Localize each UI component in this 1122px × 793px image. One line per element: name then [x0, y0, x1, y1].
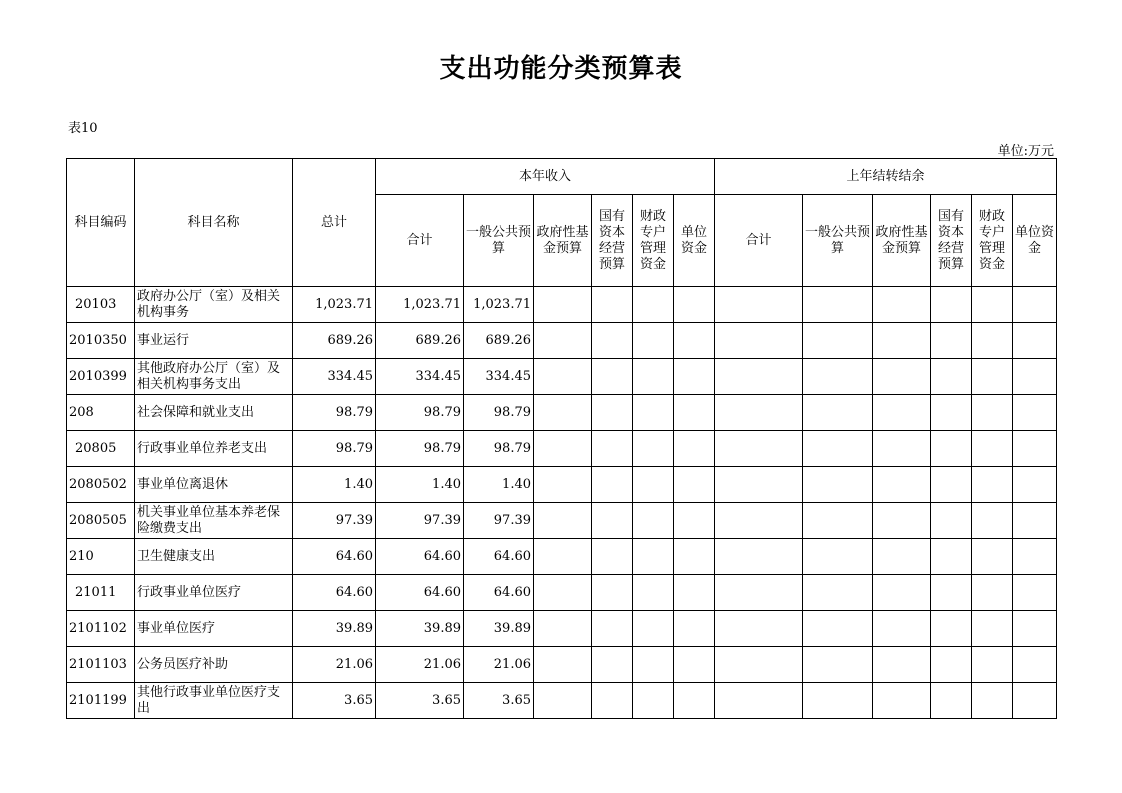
header-carryover-state-capital: 国有资本经营预算 [931, 195, 972, 287]
header-carryover-general: 一般公共预算 [803, 195, 873, 287]
empty-cell [803, 359, 873, 395]
empty-cell [534, 539, 592, 575]
empty-cell [534, 575, 592, 611]
table-row [67, 467, 1057, 503]
empty-cell [931, 431, 972, 467]
empty-cell [633, 395, 674, 431]
table-number: 表10 [68, 121, 98, 136]
row-name: 行政事业单位养老支出 [135, 431, 293, 467]
empty-cell [803, 647, 873, 683]
empty-cell [972, 647, 1013, 683]
empty-cell [873, 611, 931, 647]
table-row [67, 503, 1057, 539]
header-carryover: 上年结转结余 [715, 159, 1057, 195]
row-general: 689.26 [464, 323, 534, 359]
empty-cell [803, 395, 873, 431]
table-body [67, 287, 1057, 719]
empty-cell [931, 503, 972, 539]
empty-cell [931, 575, 972, 611]
empty-cell [633, 539, 674, 575]
empty-cell [715, 395, 803, 431]
row-sum: 1.40 [376, 467, 464, 503]
empty-cell [873, 647, 931, 683]
empty-cell [592, 503, 633, 539]
empty-cell [972, 467, 1013, 503]
row-total: 64.60 [293, 539, 376, 575]
empty-cell [873, 395, 931, 431]
empty-cell [972, 431, 1013, 467]
empty-cell [674, 467, 715, 503]
table-row [67, 359, 1057, 395]
header-code: 科目编码 [67, 159, 135, 287]
row-sum: 64.60 [376, 575, 464, 611]
table-row [67, 395, 1057, 431]
empty-cell [534, 611, 592, 647]
empty-cell [633, 287, 674, 323]
empty-cell [972, 539, 1013, 575]
empty-cell [873, 575, 931, 611]
empty-cell [674, 611, 715, 647]
empty-cell [972, 683, 1013, 719]
empty-cell [633, 431, 674, 467]
header-current-year: 本年收入 [376, 159, 715, 195]
header-total: 总计 [293, 159, 376, 287]
empty-cell [803, 611, 873, 647]
empty-cell [674, 539, 715, 575]
empty-cell [674, 431, 715, 467]
empty-cell [803, 503, 873, 539]
header-carryover-sum: 合计 [715, 195, 803, 287]
empty-cell [674, 323, 715, 359]
empty-cell [1013, 683, 1057, 719]
empty-cell [1013, 431, 1057, 467]
empty-cell [633, 683, 674, 719]
empty-cell [931, 611, 972, 647]
row-sum: 3.65 [376, 683, 464, 719]
empty-cell [715, 575, 803, 611]
empty-cell [972, 575, 1013, 611]
header-carryover-fiscal-special: 财政专户管理资金 [972, 195, 1013, 287]
empty-cell [803, 575, 873, 611]
empty-cell [592, 431, 633, 467]
row-general: 3.65 [464, 683, 534, 719]
row-total: 21.06 [293, 647, 376, 683]
row-code: 2010350 [67, 323, 135, 359]
table-row [67, 611, 1057, 647]
empty-cell [972, 611, 1013, 647]
empty-cell [633, 503, 674, 539]
empty-cell [972, 287, 1013, 323]
row-sum: 689.26 [376, 323, 464, 359]
row-total: 98.79 [293, 395, 376, 431]
header-current-sum: 合计 [376, 195, 464, 287]
row-sum: 98.79 [376, 395, 464, 431]
empty-cell [633, 647, 674, 683]
empty-cell [592, 467, 633, 503]
empty-cell [931, 539, 972, 575]
row-name: 事业运行 [135, 323, 293, 359]
empty-cell [674, 683, 715, 719]
empty-cell [803, 539, 873, 575]
row-sum: 98.79 [376, 431, 464, 467]
empty-cell [674, 359, 715, 395]
row-code: 210 [67, 539, 135, 575]
empty-cell [534, 287, 592, 323]
empty-cell [592, 647, 633, 683]
table-row [67, 323, 1057, 359]
empty-cell [674, 395, 715, 431]
empty-cell [803, 287, 873, 323]
empty-cell [715, 287, 803, 323]
empty-cell [715, 683, 803, 719]
row-total: 98.79 [293, 431, 376, 467]
row-code: 208 [67, 395, 135, 431]
empty-cell [715, 323, 803, 359]
empty-cell [715, 647, 803, 683]
empty-cell [592, 359, 633, 395]
empty-cell [592, 395, 633, 431]
row-sum: 1,023.71 [376, 287, 464, 323]
empty-cell [633, 611, 674, 647]
empty-cell [931, 647, 972, 683]
row-general: 64.60 [464, 539, 534, 575]
empty-cell [803, 683, 873, 719]
row-name: 其他政府办公厅（室）及相关机构事务支出 [135, 359, 293, 395]
empty-cell [873, 683, 931, 719]
table-row [67, 287, 1057, 323]
header-carryover-unit-funds: 单位资金 [1013, 195, 1057, 287]
empty-cell [592, 575, 633, 611]
row-general: 1,023.71 [464, 287, 534, 323]
empty-cell [534, 647, 592, 683]
row-name: 事业单位离退休 [135, 467, 293, 503]
row-total: 64.60 [293, 575, 376, 611]
unit-label: 单位:万元 [997, 144, 1054, 159]
row-total: 3.65 [293, 683, 376, 719]
page-title: 支出功能分类预算表 [439, 54, 683, 84]
row-code: 2080505 [67, 503, 135, 539]
empty-cell [534, 467, 592, 503]
empty-cell [715, 611, 803, 647]
row-sum: 39.89 [376, 611, 464, 647]
empty-cell [873, 359, 931, 395]
empty-cell [715, 359, 803, 395]
empty-cell [1013, 359, 1057, 395]
row-name: 机关事业单位基本养老保险缴费支出 [135, 503, 293, 539]
empty-cell [873, 431, 931, 467]
empty-cell [873, 323, 931, 359]
empty-cell [633, 575, 674, 611]
empty-cell [972, 359, 1013, 395]
row-general: 98.79 [464, 395, 534, 431]
header-name: 科目名称 [135, 159, 293, 287]
row-sum: 97.39 [376, 503, 464, 539]
empty-cell [674, 575, 715, 611]
empty-cell [931, 323, 972, 359]
empty-cell [873, 503, 931, 539]
row-sum: 334.45 [376, 359, 464, 395]
empty-cell [972, 503, 1013, 539]
row-name: 政府办公厅（室）及相关机构事务 [135, 287, 293, 323]
row-code: 2080502 [67, 467, 135, 503]
row-total: 1.40 [293, 467, 376, 503]
row-total: 1,023.71 [293, 287, 376, 323]
row-general: 1.40 [464, 467, 534, 503]
row-general: 64.60 [464, 575, 534, 611]
empty-cell [972, 323, 1013, 359]
row-code: 2101102 [67, 611, 135, 647]
empty-cell [715, 539, 803, 575]
empty-cell [592, 539, 633, 575]
row-general: 98.79 [464, 431, 534, 467]
budget-table [66, 158, 1057, 719]
row-code: 20805 [67, 431, 135, 467]
empty-cell [1013, 575, 1057, 611]
empty-cell [931, 359, 972, 395]
table-row [67, 683, 1057, 719]
row-name: 事业单位医疗 [135, 611, 293, 647]
empty-cell [674, 287, 715, 323]
empty-cell [931, 683, 972, 719]
empty-cell [592, 323, 633, 359]
empty-cell [592, 683, 633, 719]
row-general: 21.06 [464, 647, 534, 683]
empty-cell [592, 287, 633, 323]
empty-cell [1013, 647, 1057, 683]
row-code: 2010399 [67, 359, 135, 395]
row-name: 公务员医疗补助 [135, 647, 293, 683]
header-carryover-fund: 政府性基金预算 [873, 195, 931, 287]
row-general: 39.89 [464, 611, 534, 647]
empty-cell [534, 683, 592, 719]
empty-cell [1013, 395, 1057, 431]
row-sum: 21.06 [376, 647, 464, 683]
empty-cell [534, 431, 592, 467]
empty-cell [873, 287, 931, 323]
empty-cell [873, 539, 931, 575]
row-total: 689.26 [293, 323, 376, 359]
table-row [67, 431, 1057, 467]
empty-cell [1013, 611, 1057, 647]
table-row [67, 539, 1057, 575]
empty-cell [803, 431, 873, 467]
empty-cell [715, 467, 803, 503]
empty-cell [1013, 503, 1057, 539]
empty-cell [1013, 323, 1057, 359]
empty-cell [1013, 287, 1057, 323]
empty-cell [674, 503, 715, 539]
row-name: 社会保障和就业支出 [135, 395, 293, 431]
row-sum: 64.60 [376, 539, 464, 575]
header-current-general: 一般公共预算 [464, 195, 534, 287]
empty-cell [803, 323, 873, 359]
empty-cell [633, 359, 674, 395]
row-general: 334.45 [464, 359, 534, 395]
empty-cell [534, 503, 592, 539]
header-current-state-capital: 国有资本经营预算 [592, 195, 633, 287]
empty-cell [873, 467, 931, 503]
empty-cell [931, 287, 972, 323]
empty-cell [534, 323, 592, 359]
row-code: 2101103 [67, 647, 135, 683]
header-current-fund: 政府性基金预算 [534, 195, 592, 287]
row-total: 334.45 [293, 359, 376, 395]
empty-cell [715, 431, 803, 467]
empty-cell [534, 395, 592, 431]
empty-cell [931, 395, 972, 431]
row-general: 97.39 [464, 503, 534, 539]
empty-cell [534, 359, 592, 395]
row-total: 39.89 [293, 611, 376, 647]
empty-cell [1013, 539, 1057, 575]
table-row [67, 647, 1057, 683]
empty-cell [592, 611, 633, 647]
header-current-fiscal-special: 财政专户管理资金 [633, 195, 674, 287]
table-header [67, 159, 1057, 287]
row-code: 21011 [67, 575, 135, 611]
empty-cell [803, 467, 873, 503]
table-row [67, 575, 1057, 611]
empty-cell [972, 395, 1013, 431]
empty-cell [1013, 467, 1057, 503]
row-code: 20103 [67, 287, 135, 323]
header-current-unit-funds: 单位资金 [674, 195, 715, 287]
empty-cell [715, 503, 803, 539]
empty-cell [931, 467, 972, 503]
empty-cell [674, 647, 715, 683]
empty-cell [633, 467, 674, 503]
empty-cell [633, 323, 674, 359]
row-name: 卫生健康支出 [135, 539, 293, 575]
row-total: 97.39 [293, 503, 376, 539]
row-name: 其他行政事业单位医疗支出 [135, 683, 293, 719]
row-code: 2101199 [67, 683, 135, 719]
row-name: 行政事业单位医疗 [135, 575, 293, 611]
